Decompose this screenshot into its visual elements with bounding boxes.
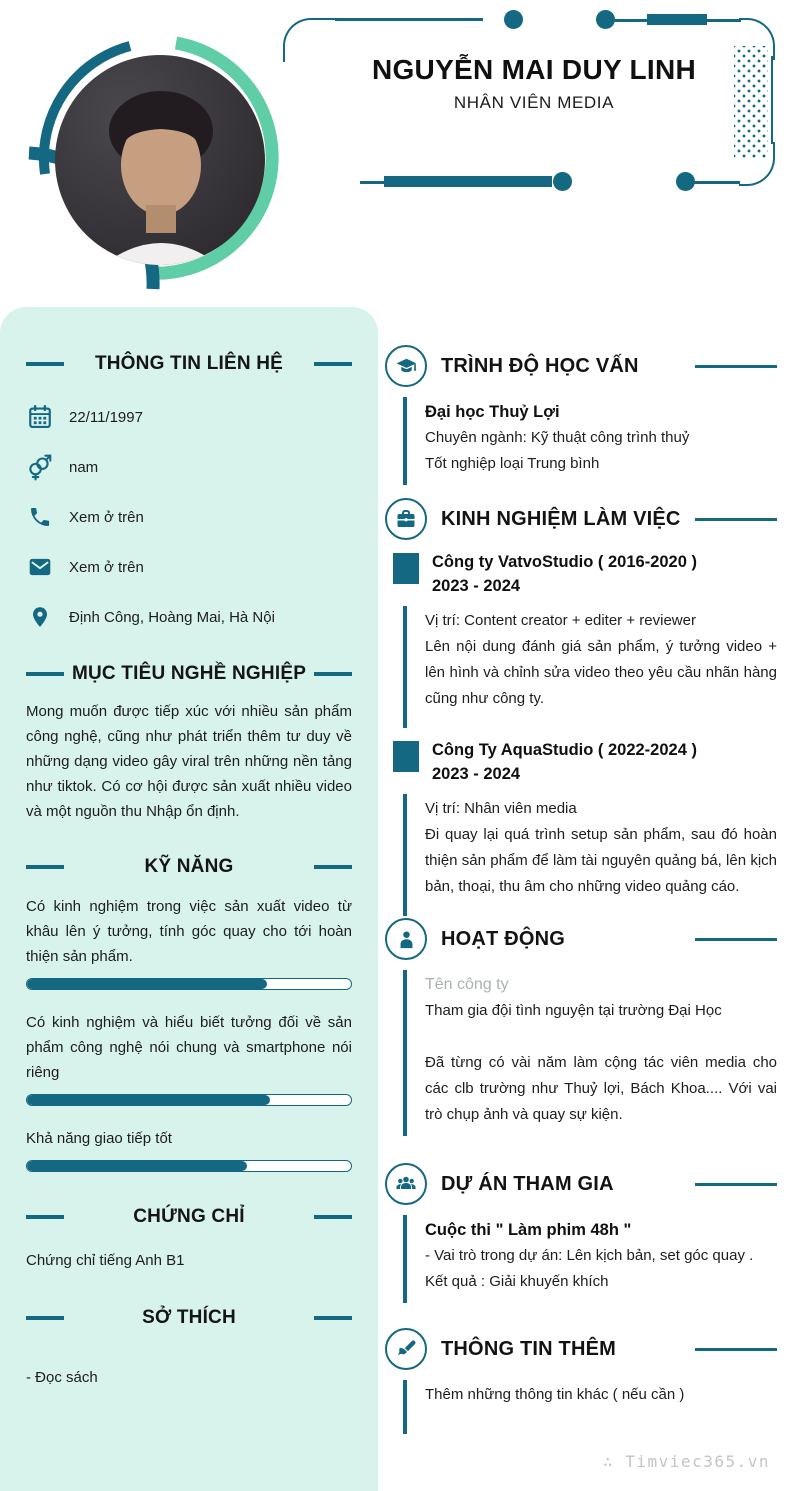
hobby-text: - Đọc sách (26, 1369, 98, 1386)
skill-text: Có kinh nghiệm và hiểu biết tưởng đối về sản phẩm công nghệ nói chung và smartphone nói riêng (26, 1014, 352, 1081)
contact-item-birthday (26, 403, 352, 431)
contact-item-address (26, 603, 352, 631)
section-education (385, 345, 777, 485)
contact-item-phone (26, 503, 352, 531)
heading-dash (26, 672, 64, 676)
people-group-icon (385, 1163, 427, 1205)
skill-progress-bar (26, 978, 352, 990)
objective-section-heading (26, 663, 352, 685)
experience-title: KINH NGHIỆM LÀM VIỆC (441, 507, 681, 530)
section-rule (695, 518, 777, 521)
person-icon (385, 918, 427, 960)
skills-heading-text: KỸ NĂNG (144, 856, 234, 877)
certificate-text: Chứng chỉ tiếng Anh B1 (26, 1252, 185, 1269)
skill-progress-fill (27, 1095, 270, 1105)
heading-dash (314, 672, 352, 676)
project-result: Kết quả : Giải khuyến khích (425, 1273, 609, 1290)
frame-right-line (771, 56, 774, 144)
activities-header (385, 918, 777, 960)
skills-section-heading (26, 856, 352, 878)
job-period: 2023 - 2024 (432, 765, 521, 783)
section-projects (385, 1163, 777, 1303)
skill-text: Khả năng giao tiếp tốt (26, 1130, 172, 1147)
candidate-job-title: NHÂN VIÊN MEDIA (453, 93, 615, 112)
heading-dash (314, 865, 352, 869)
briefcase-icon (385, 498, 427, 540)
heading-dash (26, 1316, 64, 1320)
section-experience (385, 498, 777, 916)
contact-item-text: Xem ở trên (69, 508, 144, 526)
hobbies-heading-text: SỞ THÍCH (142, 1307, 236, 1328)
job-position: Vị trí: Nhân viên media (425, 800, 577, 817)
education-grade: Tốt nghiệp loại Trung bình (425, 455, 600, 472)
job-description: Lên nội dung đánh giá sản phẩm, ý tưởng video + lên hình và chỉnh sửa video theo yêu cầu nhãn hàng cũng như công ty. (425, 638, 777, 707)
job-company: Công ty VatvoStudio ( 2016-2020 ) (432, 553, 697, 571)
job-body (403, 794, 777, 916)
heading-dash (314, 362, 352, 366)
email-icon (26, 554, 53, 581)
location-icon (26, 604, 53, 631)
paintbrush-icon (385, 1328, 427, 1370)
contact-item-text: Xem ở trên (69, 558, 144, 576)
decor-thick-bar (384, 176, 552, 187)
candidate-name: NGUYỄN MAI DUY LINH (371, 54, 697, 85)
watermark: ∴ Timviec365.vn (603, 1452, 770, 1471)
job-header (393, 738, 777, 786)
section-activities (385, 918, 777, 1136)
heading-dash (26, 362, 64, 366)
certificates-section-heading (26, 1206, 352, 1228)
heading-dash (314, 1215, 352, 1219)
education-header (385, 345, 777, 387)
frame-line (360, 181, 384, 184)
additional-header (385, 1328, 777, 1370)
skill-progress-bar (26, 1160, 352, 1172)
project-role: - Vai trò trong dự án: Lên kịch bản, set góc quay . (425, 1247, 754, 1264)
contact-item-email (26, 553, 352, 581)
experience-header (385, 498, 777, 540)
skill-progress-fill (27, 1161, 247, 1171)
frame-line (613, 19, 649, 22)
heading-dash (314, 1316, 352, 1320)
job-title-block (432, 738, 697, 786)
section-rule (695, 938, 777, 941)
decor-dot (504, 10, 523, 29)
projects-title: DỰ ÁN THAM GIA (441, 1172, 614, 1195)
decor-dot (676, 172, 695, 191)
projects-body (403, 1215, 777, 1303)
education-title: TRÌNH ĐỘ HỌC VẤN (441, 354, 639, 377)
additional-body (403, 1380, 777, 1434)
activities-line2: Đã từng có vài năm làm cộng tác viên media cho các clb trường như Thuỷ lợi, Bách Khoa.... Với vai trò chụp ảnh và quay sự kiện. (425, 1054, 777, 1123)
section-rule (695, 1183, 777, 1186)
job-bullet (393, 741, 419, 772)
contact-item-gender (26, 453, 352, 481)
job-period: 2023 - 2024 (432, 577, 521, 595)
calendar-icon (26, 404, 53, 431)
contact-heading-text: THÔNG TIN LIÊN HỆ (94, 353, 284, 374)
phone-icon (26, 504, 53, 531)
job-bullet (393, 553, 419, 584)
education-body (403, 397, 777, 485)
heading-dash (26, 1215, 64, 1219)
objective-text: Mong muốn được tiếp xúc với nhiều sản phẩm công nghệ, cũng như phát triển thêm tư duy về những dạng video gây viral trên những nền tảng như tiktok. Có cơ hội được sản xuất nhiều video và một nguồn thu Nhập ổn định. (26, 703, 352, 820)
skill-text: Có kinh nghiệm trong việc sản xuất video từ khâu lên ý tưởng, tính góc quay cho tới hoàn thiện sản phẩm. (26, 898, 352, 965)
contact-item-text: Định Công, Hoàng Mai, Hà Nội (69, 608, 275, 626)
job-body (403, 606, 777, 728)
education-school: Đại học Thuỷ Lợi (425, 403, 560, 421)
job-header (393, 550, 777, 598)
section-additional-info (385, 1328, 777, 1434)
job-company: Công Ty AquaStudio ( 2022-2024 ) (432, 741, 697, 759)
skill-item (26, 1126, 352, 1172)
job-description: Đi quay lại quá trình setup sản phẩm, sau đó hoàn thiện sản phẩm để làm tài nguyên quảng bá, lên kịch bản, thoại, thu âm cho những video quảng cáo. (425, 826, 777, 895)
contact-item-text: nam (69, 458, 99, 476)
skill-item (26, 894, 352, 990)
contact-item-text: 22/11/1997 (69, 408, 143, 426)
project-name: Cuộc thi " Làm phim 48h " (425, 1221, 632, 1239)
profile-photo (15, 13, 307, 310)
section-rule (695, 1348, 777, 1351)
skill-progress-fill (27, 979, 267, 989)
activities-placeholder: Tên công ty (425, 976, 509, 993)
sidebar (0, 307, 378, 1491)
decor-thick-bar (647, 14, 707, 25)
additional-title: THÔNG TIN THÊM (441, 1337, 617, 1360)
job-position: Vị trí: Content creator + editer + reviewer (425, 612, 696, 629)
profile-photo-graphic (15, 13, 307, 305)
objective-heading-text: MỤC TIÊU NGHỀ NGHIỆP (71, 663, 307, 684)
graduation-cap-icon (385, 345, 427, 387)
education-major: Chuyên ngành: Kỹ thuật công trình thuỷ (425, 429, 690, 446)
activities-line1: Tham gia đội tình nguyện tại trường Đại Học (425, 1002, 722, 1019)
frame-line (705, 19, 741, 22)
job-title-block (432, 550, 697, 598)
frame-line (694, 181, 740, 184)
skill-item (26, 1010, 352, 1106)
section-rule (695, 365, 777, 368)
heading-dash (26, 865, 64, 869)
skill-progress-bar (26, 1094, 352, 1106)
projects-header (385, 1163, 777, 1205)
gender-icon (26, 454, 53, 481)
activities-body (403, 970, 777, 1136)
contact-section-heading (26, 353, 352, 375)
additional-text: Thêm những thông tin khác ( nếu cần ) (425, 1386, 685, 1403)
hobbies-section-heading (26, 1307, 352, 1329)
activities-title: HOẠT ĐỘNG (441, 927, 566, 950)
certificates-heading-text: CHỨNG CHỈ (133, 1206, 245, 1227)
spacer (425, 1024, 777, 1050)
decor-dot (553, 172, 572, 191)
frame-top-line (335, 18, 483, 21)
